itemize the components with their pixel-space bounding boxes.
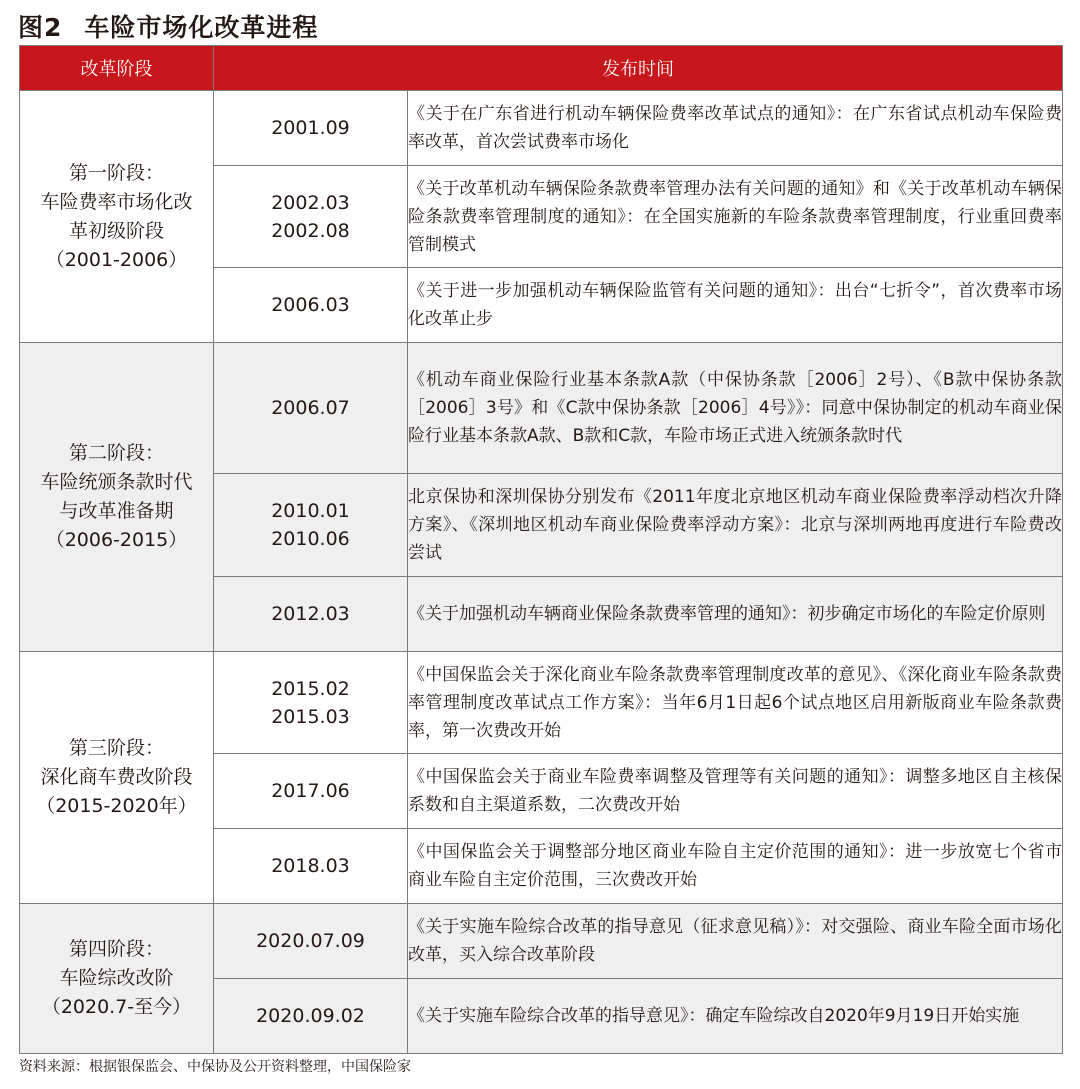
date-cell: [214, 979, 408, 1054]
figure-number: 图2: [18, 13, 63, 42]
date-cell: [214, 268, 408, 343]
date-value: 2020.09.02: [256, 1005, 365, 1027]
table-row: [20, 652, 1063, 754]
date-value: 2015.03: [271, 705, 350, 728]
stage-line: 车险综改改阶: [59, 967, 174, 989]
date-value: 2010.01: [271, 500, 350, 522]
date-value: 2020.07.09: [256, 930, 365, 952]
description-cell: 《关于实施车险综合改革的指导意见》：确定车险综改自2020年9月19日开始实施: [408, 979, 1063, 1054]
stage-line: 第二阶段：: [68, 442, 164, 464]
date-value: 2010.06: [271, 528, 350, 550]
description-cell: 《关于实施车险综合改革的指导意见（征求意见稿）》：对交强险、商业车险全面市场化改革，买入综合改革阶段: [408, 904, 1063, 979]
stage-line: 与改革准备期: [59, 500, 174, 522]
stage-line: 深化商车费改阶段: [40, 766, 193, 788]
figure-title-text: 车险市场化改革进程: [84, 13, 319, 42]
description-cell: 《关于加强机动车辆商业保险条款费率管理的通知》：初步确定市场化的车险定价原则: [408, 577, 1063, 652]
table-header-row: [20, 46, 1063, 91]
stage-line: 第一阶段：: [68, 161, 164, 184]
date-value: 2002.03: [271, 191, 350, 214]
date-value: 2002.08: [271, 219, 350, 242]
description-cell: 《关于改革机动车辆保险条款费率管理办法有关问题的通知》和《关于改革机动车辆保险条款费率管理制度的通知》：在全国实施新的车险条款费率管理制度，行业重回费率管制模式: [408, 166, 1063, 268]
date-cell: [214, 577, 408, 652]
description-cell: 《机动车商业保险行业基本条款A款（中保协条款［2006］2号）、《B款中保协条款［2006］3号》和《C款中保协条款［2006］4号》》：同意中保协制定的机动车商业保险行业基本条款A款、B款和C款，车险市场正式进入统颁条款时代: [408, 343, 1063, 474]
description-cell: 《中国保监会关于深化商业车险条款费率管理制度改革的意见》、《深化商业车险条款费率管理制度改革试点工作方案》：当年6月1日起6个试点地区启用新版商业车险条款费率，第一次费改开始: [408, 652, 1063, 754]
date-cell: [214, 474, 408, 577]
date-cell: [214, 754, 408, 829]
date-cell: [214, 166, 408, 268]
stage-line: （2001-2006）: [45, 248, 188, 271]
stage-cell-3: [20, 652, 214, 904]
stage-line: （2006-2015）: [45, 529, 188, 551]
source-note: 资料来源：根据银保监会、中保协及公开资料整理，中国保险家: [19, 1059, 411, 1075]
date-cell: [214, 829, 408, 904]
table-row: [20, 904, 1063, 979]
date-value: 2001.09: [271, 117, 350, 139]
table-row: [20, 91, 1063, 166]
stage-line: 第三阶段：: [68, 737, 164, 759]
date-cell: [214, 904, 408, 979]
date-cell: [214, 91, 408, 166]
stage-cell-4: [20, 904, 214, 1054]
description-cell: 《关于进一步加强机动车辆保险监管有关问题的通知》：出台“七折令”，首次费率市场化改革止步: [408, 268, 1063, 343]
description-cell: 《中国保监会关于商业车险费率调整及管理等有关问题的通知》：调整多地区自主核保系数和自主渠道系数，二次费改开始: [408, 754, 1063, 829]
stage-line: （2020.7-至今）: [41, 996, 192, 1018]
table-row: [20, 343, 1063, 474]
date-value: 2012.03: [271, 603, 350, 625]
description-cell: 北京保协和深圳保协分别发布《2011年度北京地区机动车商业保险费率浮动档次升降方案》、《深圳地区机动车商业保险费率浮动方案》：北京与深圳两地再度进行车险费改尝试: [408, 474, 1063, 577]
stage-cell-1: [20, 91, 214, 343]
stage-cell-2: [20, 343, 214, 652]
header-release-time: 发布时间: [214, 46, 1063, 91]
stage-line: 车险费率市场化改: [40, 190, 193, 213]
stage-line: 第四阶段：: [68, 938, 164, 960]
header-stage: 改革阶段: [20, 46, 214, 91]
date-cell: [214, 652, 408, 754]
description-cell: 《关于在广东省进行机动车辆保险费率改革试点的通知》：在广东省试点机动车保险费率改革，首次尝试费率市场化: [408, 91, 1063, 166]
stage-line: 车险统颁条款时代: [40, 471, 193, 493]
figure-title: [18, 8, 318, 44]
description-cell: 《中国保监会关于调整部分地区商业车险自主定价范围的通知》：进一步放宽七个省市商业车险自主定价范围，三次费改开始: [408, 829, 1063, 904]
date-value: 2018.03: [271, 855, 350, 877]
date-value: 2006.07: [271, 397, 350, 419]
stage-line: 革初级阶段: [68, 219, 164, 242]
reform-timeline-table: [19, 45, 1063, 1054]
date-value: 2017.06: [271, 780, 350, 802]
stage-line: （2015-2020年）: [36, 795, 197, 817]
date-cell: [214, 343, 408, 474]
date-value: 2015.02: [271, 677, 350, 700]
date-value: 2006.03: [271, 294, 350, 316]
